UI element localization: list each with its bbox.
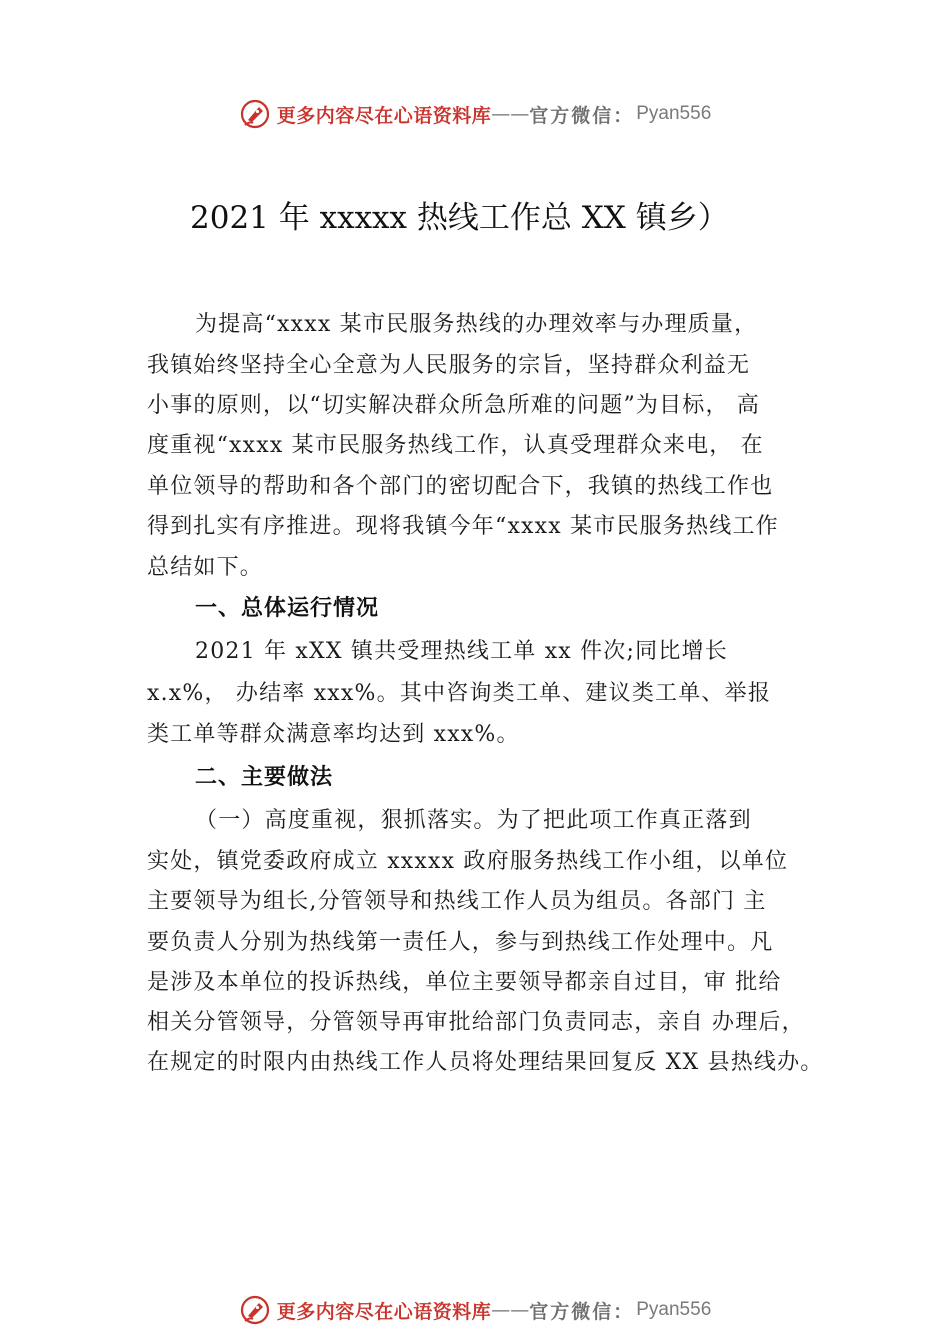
paragraph3-line: 实处，镇党委政府成立 xxxxx 政府服务热线工作小组，以单位 bbox=[147, 849, 789, 874]
banner-dash: —— bbox=[491, 1299, 530, 1321]
section-heading-overview: 一、总体运行情况 bbox=[195, 596, 380, 621]
paragraph1-line: 小事的原则，以“切实解决群众所急所难的问题”为目标， 高 bbox=[147, 393, 761, 418]
paragraph3-line: 主要领导为组长,分管领导和热线工作人员为组员。各部门 主 bbox=[147, 889, 767, 914]
banner-wechat-label: 官方微信： bbox=[529, 1300, 635, 1323]
banner-wechat-label: 官方微信： bbox=[529, 104, 635, 127]
banner-dash: —— bbox=[491, 103, 530, 125]
paragraph1-line: 我镇始终坚持全心全意为人民服务的宗旨，坚持群众利益无 bbox=[147, 353, 751, 378]
paragraph3-line: 相关分管领导，分管领导再审批给部门负责同志，亲自 办理后， bbox=[147, 1010, 805, 1035]
banner-brand-text: 更多内容尽在心语资料库 bbox=[276, 104, 492, 127]
banner-brand-text: 更多内容尽在心语资料库 bbox=[276, 1300, 492, 1323]
document-title: 2021 年 xxxxx 热线工作总 XX 镇乡） bbox=[190, 200, 729, 236]
paragraph1-line: 单位领导的帮助和各个部门的密切配合下，我镇的热线工作也 bbox=[147, 474, 774, 499]
paragraph3-line: 在规定的时限内由热线工作人员将处理结果回复反 XX 县热线办。 bbox=[147, 1050, 824, 1075]
header-banner bbox=[0, 94, 950, 134]
paragraph1-line: 为提高“xxxx 某市民服务热线的办理效率与办理质量， bbox=[195, 312, 758, 337]
paragraph3-line: 是涉及本单位的投诉热线，单位主要领导都亲自过目，审 批给 bbox=[147, 970, 782, 995]
pen-nib-seal-icon bbox=[239, 98, 271, 130]
paragraph3-line: 要负责人分别为热线第一责任人，参与到热线工作处理中。凡 bbox=[147, 930, 774, 955]
pen-nib-seal-icon bbox=[239, 1294, 271, 1326]
paragraph2-line: 2021 年 xXX 镇共受理热线工单 xx 件次;同比增长 bbox=[195, 639, 728, 664]
paragraph1-line: 度重视“xxxx 某市民服务热线工作，认真受理群众来电， 在 bbox=[147, 433, 764, 458]
paragraph2-line: x.x%， 办结率 xxx%。其中咨询类工单、建议类工单、举报 bbox=[147, 681, 772, 706]
section-heading-practices: 二、主要做法 bbox=[195, 765, 334, 790]
paragraph2-line: 类工单等群众满意率均达到 xxx%。 bbox=[147, 722, 520, 747]
banner-wechat-id: Pyan556 bbox=[636, 103, 712, 124]
paragraph1-line: 得到扎实有序推进。现将我镇今年“xxxx 某市民服务热线工作 bbox=[147, 514, 779, 539]
paragraph3-line: （一）高度重视，狠抓落实。为了把此项工作真正落到 bbox=[195, 808, 752, 833]
paragraph1-line: 总结如下。 bbox=[147, 555, 264, 580]
footer-banner bbox=[0, 1290, 950, 1330]
banner-wechat-id: Pyan556 bbox=[636, 1299, 712, 1320]
